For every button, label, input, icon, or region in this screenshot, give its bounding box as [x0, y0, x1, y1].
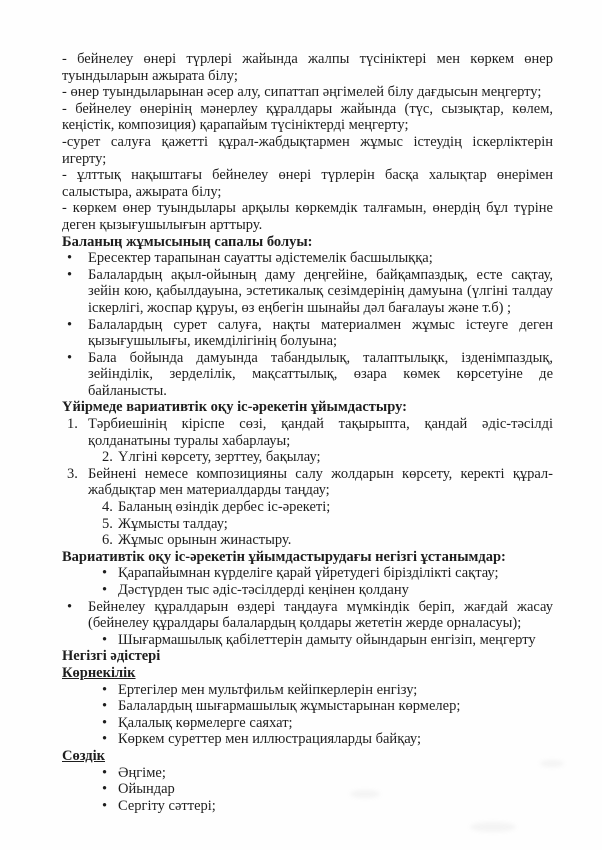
list-item-text: Ойындар	[118, 781, 175, 798]
bullet-icon: •	[67, 598, 73, 615]
list-item	[62, 715, 553, 732]
bullet-icon: •	[102, 714, 108, 731]
list-item-text: Қарапайымнан күрделіге қарай үйретудегі бірізділікті сақтау;	[118, 565, 499, 582]
numbered-item	[62, 516, 553, 533]
list-item	[62, 267, 553, 317]
list-item-text: Балалардың ақыл-ойының даму деңгейіне, байқампаздық, есте сақтау, зейін кою, қабылдауына, эстетикалық сезімдерінің дамуына (үлгіні талдау іскерлігі, жоспар құруы, өз еңбегін шынайы дәл бағалауы және т.б) ;	[88, 266, 553, 316]
intro-point: - ұлттық нақыштағы бейнелеу өнері түрлерін басқа халықтар өнерімен салыстыра, ажырата білу;	[62, 167, 553, 200]
list-item-text: Сергіту сәттері;	[118, 797, 216, 814]
list-item-text: Бейнені немесе композицияны салу жолдарын көрсету, керекті құрал-жабдықтар мен материалдарды таңдау;	[88, 465, 553, 499]
bullet-icon: •	[102, 631, 108, 648]
list-item-text: Бейнелеу құралдарын өздері таңдауға мүмкіндік беріп, жағдай жасау (бейнелеу құралдары балалардың қолдары жететін жерде орналасуы);	[88, 598, 553, 632]
section-heading-organization: Үйірмеде вариативтік оқу іс-әрекетін ұйымдастыру:	[62, 399, 407, 416]
list-item-text: Дәстүрден тыс әдіс-тәсілдерді кеңінен қолдану	[118, 582, 409, 598]
scan-artifact	[540, 760, 564, 767]
list-item-text: Көркем суреттер мен иллюстрацияларды байқау;	[118, 731, 422, 748]
list-item	[62, 731, 553, 748]
list-item	[62, 565, 553, 582]
list-item-text: Шығармашылық қабілеттерін дамыту ойындарын енгізіп, меңгерту	[118, 631, 536, 648]
list-item-text: Баланың өзіндік дербес іс-әрекеті;	[118, 499, 331, 516]
item-number: 4.	[102, 499, 113, 516]
section-heading-quality: Баланың жұмысының сапалы болуы:	[62, 233, 313, 250]
list-item-text: Қалалық көрмелерге саяхат;	[118, 714, 293, 731]
intro-point: -сурет салуға қажетті құрал-жабдықтармен жұмыс істеудің іскерліктерін игерту;	[62, 133, 553, 167]
item-number: 1.	[67, 416, 78, 433]
list-item-text: Тәрбиешінің кіріспе сөзі, қандай тақырыпта, қандай әдіс-тәсілді қолданатыны туралы хабарлауы;	[88, 416, 553, 449]
item-number: 2.	[102, 449, 113, 466]
intro-point: - бейнелеу өнері түрлері жайында жалпы түсініктері мен көркем өнер туындыларын ажырата білу;	[62, 51, 553, 84]
item-number: 3.	[67, 465, 78, 482]
list-item-text: Бала бойында дамуында табандылық, талаптылықк, ізденімпаздық, зейінділік, зерделілік, мақсаттылық, өзара көмек көрсетуіне де байланысты.	[88, 349, 553, 399]
section-heading-principles: Вариативтік оқу іс-әрекетін ұйымдастырудағы негізгі ұстанымдар:	[62, 548, 506, 565]
list-item-text: Балалардың сурет салуға, нақты материалмен жұмыс істеуге деген қызығушылығы, икемділігінің болуына;	[88, 316, 553, 350]
item-number: 6.	[102, 532, 113, 549]
list-item	[62, 350, 553, 400]
intro-point: - көркем өнер туындылары арқылы көркемдік талғамын, өнердің бұл түріне деген қызығушылығын арттыру.	[62, 200, 553, 233]
numbered-item	[62, 416, 553, 449]
list-item-text: Үлгіні көрсету, зерттеу, бақылау;	[118, 449, 321, 466]
intro-point: - өнер туындыларынан әсер алу, сипаттап әңгімелей білу дағдысын меңгерту;	[62, 84, 542, 101]
bullet-icon: •	[102, 781, 108, 798]
list-item-text: Ересектер тарапынан сауатты әдістемелік басшылыққа;	[88, 250, 433, 267]
list-item	[62, 798, 553, 815]
bullet-icon: •	[67, 316, 73, 333]
numbered-item	[62, 449, 553, 466]
list-item-text: Әңгіме;	[118, 764, 166, 781]
scan-artifact	[350, 790, 380, 798]
numbered-item	[62, 466, 553, 499]
list-item-text: Балалардың шығармашылық жұмыстарынан көрмелер;	[118, 698, 461, 715]
bullet-icon: •	[67, 266, 73, 283]
section-heading-methods: Негізгі әдістері	[62, 648, 161, 665]
bullet-icon: •	[102, 797, 108, 814]
list-item	[62, 765, 553, 782]
list-item	[62, 599, 553, 632]
list-item	[62, 632, 553, 649]
bullet-icon: •	[67, 250, 73, 267]
scan-artifact	[470, 822, 516, 832]
list-item	[62, 781, 553, 798]
list-item-text: Жұмысты талдау;	[118, 515, 228, 532]
item-number: 5.	[102, 515, 113, 532]
bullet-icon: •	[102, 681, 108, 698]
numbered-item	[62, 499, 553, 516]
list-item	[62, 682, 553, 699]
subheading-visual: Көрнекілік	[62, 664, 136, 681]
bullet-icon: •	[102, 731, 108, 748]
list-item	[62, 698, 553, 715]
list-item	[62, 582, 553, 599]
bullet-icon: •	[102, 698, 108, 715]
bullet-icon: •	[102, 582, 108, 598]
list-item-text: Ертегілер мен мультфильм кейіпкерлерін енгізу;	[118, 681, 418, 698]
bullet-icon: •	[102, 565, 108, 582]
bullet-icon: •	[67, 349, 73, 366]
list-item	[62, 250, 553, 267]
list-item	[62, 317, 553, 350]
intro-point: - бейнелеу өнерінің мәнерлеу құралдары жайында (түс, сызықтар, көлем, кеңістік, композиция) қарапайым түсініктерді меңгерту;	[62, 100, 553, 134]
list-item-text: Жұмыс орынын жинастыру.	[118, 532, 292, 549]
bullet-icon: •	[102, 764, 108, 781]
subheading-vocabulary: Сөздік	[62, 747, 106, 764]
numbered-item	[62, 532, 553, 549]
